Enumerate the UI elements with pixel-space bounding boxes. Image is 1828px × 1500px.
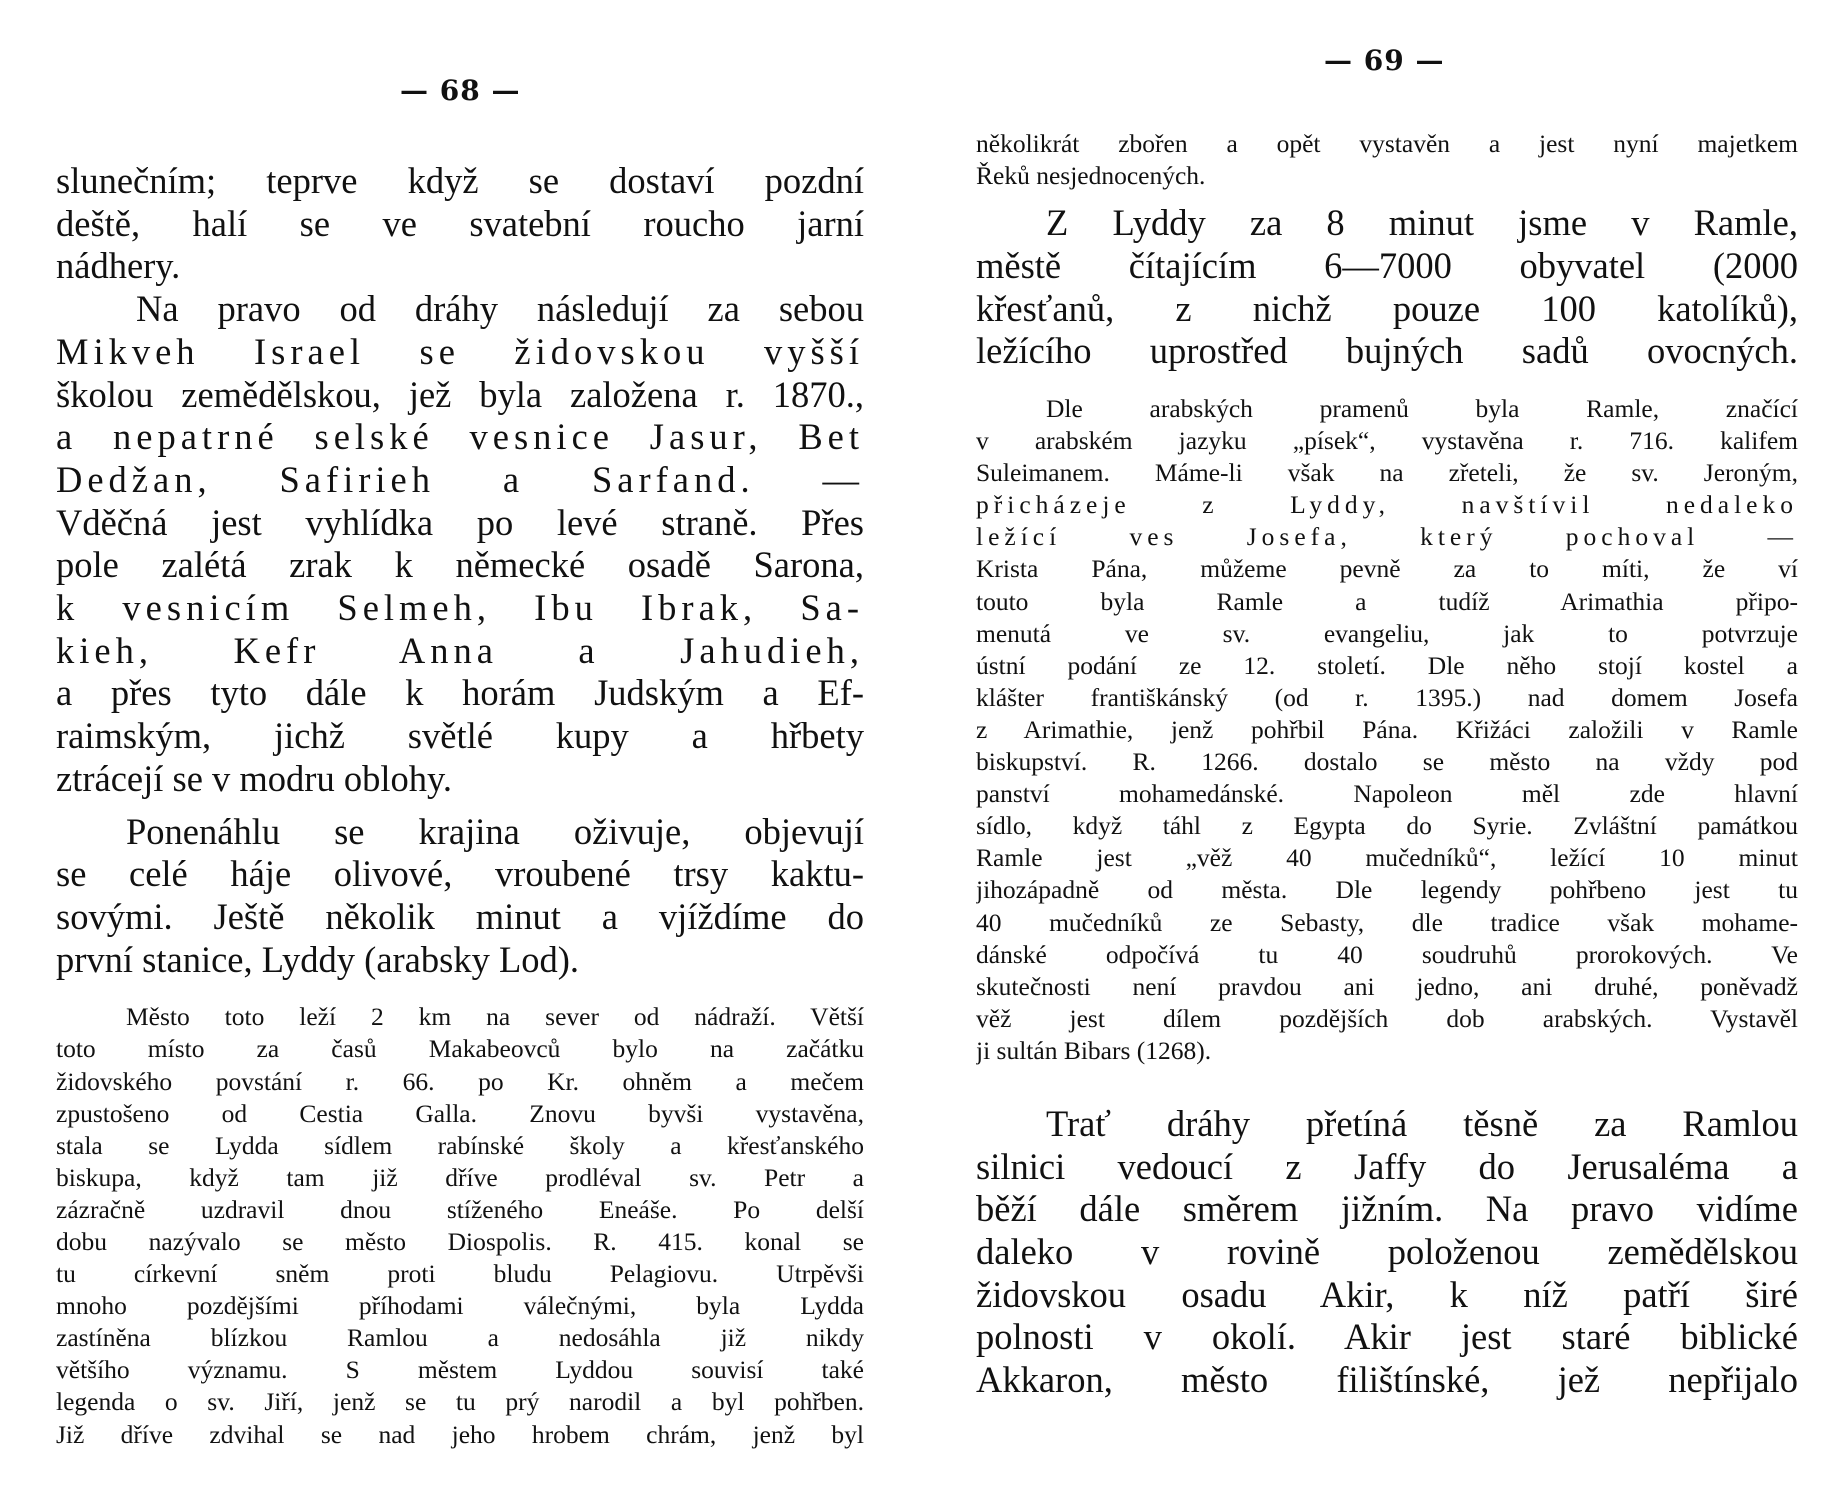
left-text-column	[56, 160, 864, 1451]
text-line: věž jest dílem pozdějších dob arabských. Vystavěl	[976, 1003, 1798, 1033]
text-line: a nepatrné selské vesnice Jasur, Bet	[56, 416, 864, 458]
text-line: Již dříve zdvihal se nad jeho hrobem chrám, jenž byl	[56, 1419, 864, 1449]
text-line: školou zemědělskou, jež byla založena r. 1870.,	[56, 373, 864, 415]
text-line: dánské odpočívá tu 40 soudruhů prorokových. Ve	[976, 939, 1798, 969]
paragraph-gap	[976, 1067, 1798, 1103]
page-number-right: — 69 —	[1324, 44, 1445, 77]
text-line: ležícího uprostřed bujných sadů ovocných.	[976, 330, 1798, 372]
page-number-left: — 68 —	[400, 74, 521, 107]
text-line: legenda o sv. Jiří, jenž se tu prý narodil a byl pohřben.	[56, 1387, 864, 1417]
text-line: Z Lyddy za 8 minut jsme v Ramle,	[1046, 202, 1798, 244]
paragraph-gap	[976, 192, 1798, 202]
text-line: tu církevní sněm proti bludu Pelagiovu. Utrpěvši	[56, 1259, 864, 1289]
text-line: ztrácejí se v modru oblohy.	[56, 757, 452, 799]
text-line: skutečnosti není pravdou ani jedno, ani druhé, poněvadž	[976, 971, 1798, 1001]
text-line: nádhery.	[56, 245, 181, 287]
paragraph-gap	[56, 801, 864, 811]
text-line: Ponenáhlu se krajina oživuje, objevují	[126, 810, 864, 852]
text-line: z Arimathie, jenž pohřbil Pána. Křižáci založili v Ramle	[976, 714, 1798, 744]
text-line: slunečním; teprve když se dostaví pozdní	[56, 160, 864, 201]
text-line: deště, halí se ve svatební roucho jarní	[56, 202, 864, 244]
text-line: Město toto leží 2 km na sever od nádraží. Větší	[126, 1002, 864, 1032]
text-line: stala se Lydda sídlem rabínské školy a křesťanského	[56, 1130, 864, 1160]
text-line: se celé háje olivové, vroubené trsy kaktu-	[56, 853, 864, 895]
text-line: většího významu. S městem Lyddou souvisí také	[56, 1355, 864, 1385]
text-line: pole zalétá zrak k německé osadě Sarona,	[56, 544, 864, 586]
text-line: touto byla Ramle a tudíž Arimathia připo-	[976, 586, 1798, 616]
text-line: 40 mučedníků ze Sebasty, dle tradice však mohame-	[976, 907, 1798, 937]
text-line: toto místo za časů Makabeovců bylo na začátku	[56, 1034, 864, 1064]
text-line: silnici vedoucí z Jaffy do Jerusaléma a	[976, 1145, 1798, 1187]
text-line: přicházeje z Lyddy, navštívil nedaleko	[976, 490, 1798, 520]
text-line: křesťanů, z nichž pouze 100 katolíků),	[976, 287, 1798, 329]
text-line: zázračně uzdravil dnou stíženého Eneáše. Po delší	[56, 1194, 864, 1224]
text-line: ji sultán Bibars (1268).	[976, 1035, 1212, 1065]
text-line: několikrát zbořen a opět vystavěn a jest nyní majetkem	[976, 129, 1798, 158]
text-line: biskupa, když tam již dříve prodléval sv. Petr a	[56, 1162, 864, 1192]
text-line: dobu nazývalo se město Diospolis. R. 415. konal se	[56, 1227, 864, 1257]
text-line: Dedžan, Safirieh a Sarfand. —	[56, 458, 864, 500]
text-line: raimským, jichž světlé kupy a hřbety	[56, 715, 864, 757]
text-line: Ramle jest „věž 40 mučedníků“, ležící 10 minut	[976, 843, 1798, 873]
text-line: městě čítajícím 6—7000 obyvatel (2000	[976, 244, 1798, 286]
text-line: polnosti v okolí. Akir jest staré biblické	[976, 1316, 1798, 1358]
text-line: Trať dráhy přetíná těsně za Ramlou	[1046, 1102, 1798, 1144]
text-line: Krista Pána, můžeme pevně za to míti, že ví	[976, 554, 1798, 584]
text-line: a přes tyto dále k horám Judským a Ef-	[56, 672, 864, 714]
text-line: Akkaron, město filištínské, jež nepřijalo	[976, 1359, 1798, 1401]
text-line: mnoho pozdějšími příhodami válečnými, byla Lydda	[56, 1291, 864, 1321]
right-page	[914, 0, 1828, 1500]
text-line: sovými. Ještě několik minut a vjíždíme do	[56, 895, 864, 937]
text-line: menutá ve sv. evangeliu, jak to potvrzuje	[976, 618, 1798, 648]
text-line: Dle arabských pramenů byla Ramle, značící	[1046, 394, 1798, 423]
text-line: zpustošeno od Cestia Galla. Znovu byvši vystavěna,	[56, 1098, 864, 1128]
paragraph-gap	[976, 373, 1798, 393]
text-line: židovskou osadu Akir, k níž patří širé	[976, 1273, 1798, 1315]
text-line: panství mohamedánské. Napoleon měl zde hlavní	[976, 779, 1798, 809]
text-line: k vesnicím Selmeh, Ibu Ibrak, Sa-	[56, 587, 864, 629]
text-line: ústní podání ze 12. století. Dle něho stojí kostel a	[976, 650, 1798, 680]
text-line: Vděčná jest vyhlídka po levé straně. Přes	[56, 501, 864, 543]
text-line: Na pravo od dráhy následují za sebou	[136, 288, 864, 330]
text-line: běží dále směrem jižním. Na pravo vidíme	[976, 1188, 1798, 1230]
right-text-column	[976, 128, 1798, 1402]
text-line: zastíněna blízkou Ramlou a nedosáhla již nikdy	[56, 1323, 864, 1353]
text-line: Řeků nesjednocených.	[976, 161, 1206, 191]
text-line: v arabském jazyku „písek“, vystavěna r. 716. kalifem	[976, 426, 1798, 456]
text-line: ležící ves Josefa, který pochoval —	[976, 522, 1798, 552]
paragraph-gap	[56, 981, 864, 1001]
text-line: Mikveh Israel se židovskou vyšší	[56, 330, 864, 372]
text-line: biskupství. R. 1266. dostalo se město na vždy pod	[976, 747, 1798, 777]
text-line: kieh, Kefr Anna a Jahudieh,	[56, 629, 864, 671]
text-line: židovského povstání r. 66. po Kr. ohněm a mečem	[56, 1066, 864, 1096]
text-line: Suleimanem. Máme-li však na zřeteli, že sv. Jeroným,	[976, 458, 1798, 488]
text-line: sídlo, když táhl z Egypta do Syrie. Zvláštní památkou	[976, 811, 1798, 841]
text-line: klášter františkánský (od r. 1395.) nad domem Josefa	[976, 682, 1798, 712]
text-line: jihozápadně od města. Dle legendy pohřbeno jest tu	[976, 875, 1798, 905]
text-line: první stanice, Lyddy (arabsky Lod).	[56, 938, 580, 980]
text-line: daleko v rovině položenou zemědělskou	[976, 1231, 1798, 1273]
